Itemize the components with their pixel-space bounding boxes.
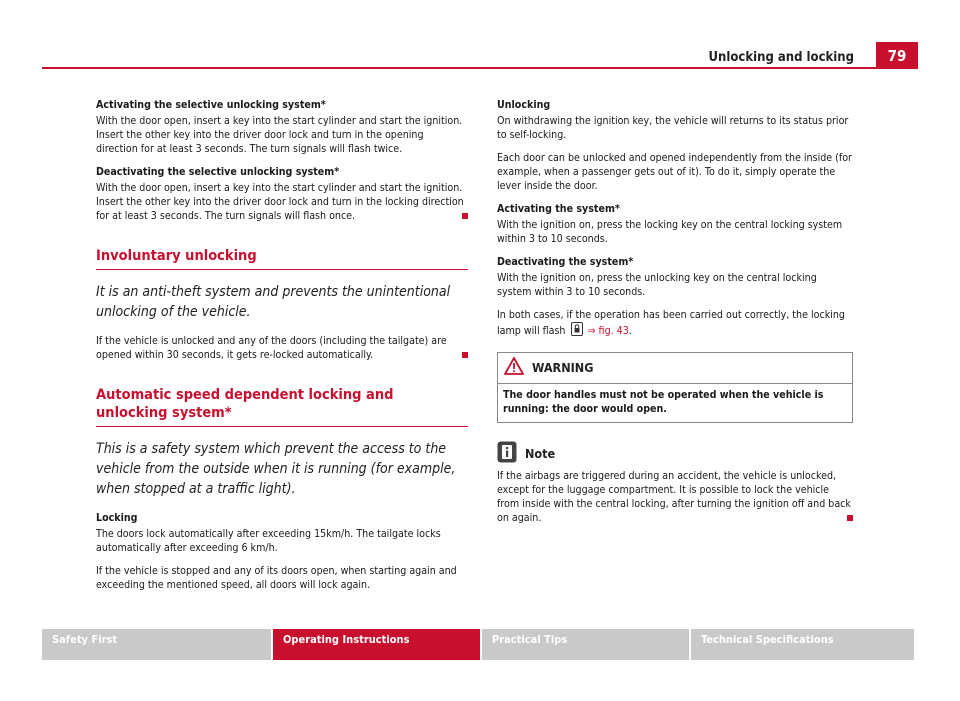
footer-tab-safety-first[interactable]: Safety First: [42, 629, 271, 660]
footer-navigation: [42, 629, 914, 660]
paragraph-deactivating-system: With the ignition on, press the unlocking key on the central locking system within 3 to 10 seconds.: [497, 272, 817, 298]
heading-deactivate-selective: Deactivating the selective unlocking system*: [96, 166, 340, 178]
paragraph-both-cases: [497, 308, 853, 338]
header-title: Unlocking and locking: [708, 50, 854, 65]
paragraph-stopped: If the vehicle is stopped and any of its doors open, when starting again and exceeding the mentioned speed, all doors will lock again.: [96, 565, 457, 591]
warning-box: [497, 352, 853, 423]
paragraph-locking: The doors lock automatically after exceeding 15km/h. The tailgate locks automatically after exceeding 6 km/h.: [96, 528, 441, 554]
paragraph-involuntary: [96, 334, 468, 362]
note-label: Note: [525, 446, 556, 461]
section-title-automatic: Automatic speed dependent locking and unlocking system*: [96, 386, 468, 427]
note-header: [497, 441, 853, 467]
section-title-involuntary: Involuntary unlocking: [96, 247, 468, 270]
page-number: 79: [876, 42, 918, 69]
section-end-marker: [462, 352, 468, 358]
left-column: [96, 98, 468, 601]
paragraph-both-period: .: [628, 325, 632, 337]
footer-tab-practical-tips[interactable]: Practical Tips: [482, 629, 689, 660]
paragraph-deactivate-text: With the door open, insert a key into the start cylinder and start the ignition. Insert the other key into the driver door lock and turn in the locking direction for at least 3 seconds. The turn signals will flash once.: [96, 182, 464, 222]
paragraph-each-door: Each door can be unlocked and opened independently from the inside (for example, when a passenger gets out of it). To do it, simply operate the lever inside the door.: [497, 152, 852, 192]
heading-activating-system: Activating the system*: [497, 203, 620, 215]
paragraph-unlocking: On withdrawing the ignition key, the vehicle will returns to its status prior to self-locking.: [497, 115, 849, 141]
section-end-marker: [462, 213, 468, 219]
locking-lamp-icon: [571, 322, 583, 336]
heading-activate-selective: Activating the selective unlocking system*: [96, 99, 326, 111]
heading-unlocking: Unlocking: [497, 99, 551, 111]
intro-involuntary: It is an anti-theft system and prevents the unintentional unlocking of the vehicle.: [96, 284, 451, 320]
right-column: [497, 98, 853, 534]
paragraph-involuntary-text: If the vehicle is unlocked and any of the doors (including the tailgate) are opened within 30 seconds, it gets re-locked automatically.: [96, 335, 447, 361]
intro-automatic: This is a safety system which prevent the access to the vehicle from the outside when it is running (for example, when stopped at a traffic light).: [96, 441, 456, 497]
figure-reference-link[interactable]: ⇒ fig. 43: [587, 325, 629, 337]
note-info-icon: [497, 441, 517, 467]
footer-tab-operating-instructions[interactable]: Operating Instructions: [273, 629, 480, 660]
paragraph-activating-system: With the ignition on, press the locking key on the central locking system within 3 to 10 seconds.: [497, 219, 843, 245]
warning-label: WARNING: [532, 360, 594, 375]
note-text: [497, 469, 853, 525]
warning-text: The door handles must not be operated when the vehicle is running: the door would open.: [503, 389, 824, 415]
section-end-marker: [847, 515, 853, 521]
paragraph-activate-selective: With the door open, insert a key into the start cylinder and start the ignition. Insert the other key into the driver door lock and turn in the opening direction for at least 3 seconds. The turn signals will flash twice.: [96, 115, 463, 155]
warning-header: [498, 353, 852, 384]
header-rule: [42, 67, 876, 69]
note-text-body: If the airbags are triggered during an accident, the vehicle is unlocked, except for the luggage compartment. It is possible to lock the vehicle from inside with the central locking, after turning the ignition off and back on again.: [497, 470, 851, 524]
paragraph-deactivate-selective: [96, 181, 468, 223]
warning-triangle-icon: [504, 357, 524, 379]
paragraph-both-text: In both cases, if the operation has been carried out correctly, the locking lamp will flash: [497, 309, 845, 337]
heading-deactivating-system: Deactivating the system*: [497, 256, 634, 268]
footer-tab-technical-specifications[interactable]: Technical Specifications: [691, 629, 914, 660]
heading-locking: Locking: [96, 512, 138, 524]
